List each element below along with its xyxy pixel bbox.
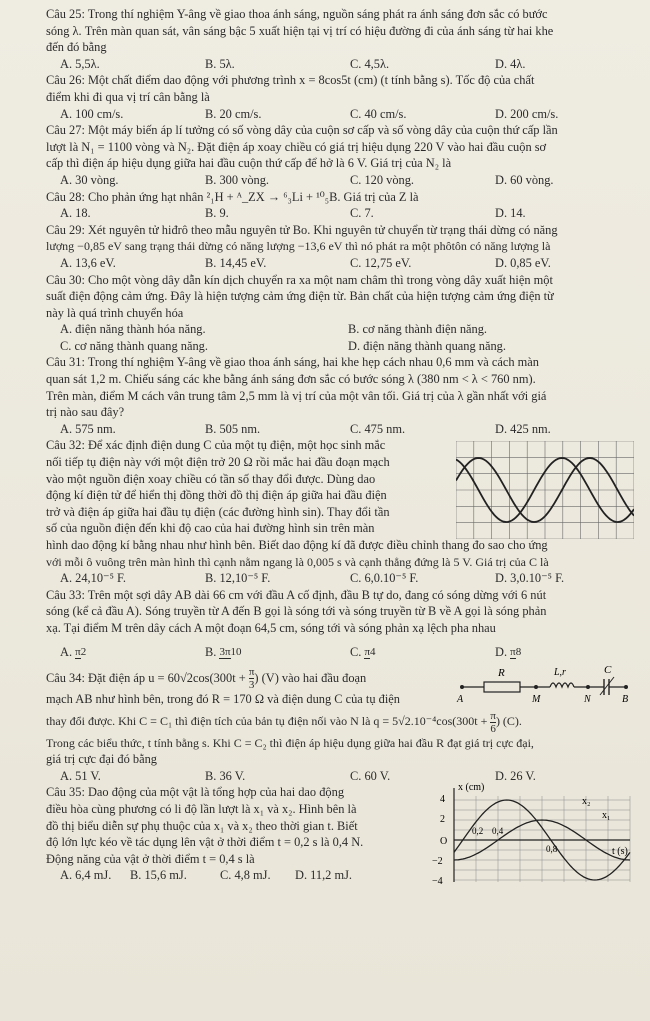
y-axis-label: x (cm) <box>458 782 485 794</box>
option-a[interactable]: A. 100 cm/s. <box>60 106 124 121</box>
question-text: Câu 30: Cho một vòng dây dẫn kín dịch chuyển ra xa một nam châm thì trong vòng dây xuất hiện một <box>46 272 553 287</box>
oscilloscope-grid <box>456 441 634 539</box>
y-tick-4: 4 <box>440 794 445 806</box>
answer-options <box>60 106 636 123</box>
option-d[interactable]: D. 14. <box>495 206 526 221</box>
label-m: M <box>532 693 541 705</box>
question-text: trở và điện áp giữa hai đầu tụ điện (các đường hình sin). Thay đổi tần <box>46 504 390 519</box>
answer-options <box>60 421 636 438</box>
question-text: trị nào sau đây? <box>46 405 125 420</box>
option-d[interactable]: D. 26 V. <box>495 768 536 783</box>
answer-options <box>60 56 636 73</box>
option-c[interactable]: C. 4,8 mJ. <box>220 868 271 883</box>
question-30 <box>46 272 636 355</box>
question-text: số của nguồn điện đến khi độ cao của hai đường hình sin trên màn <box>46 521 375 536</box>
option-d[interactable]: D. 60 vòng. <box>495 172 554 187</box>
label-a: A <box>457 693 464 705</box>
y-tick-2: 2 <box>440 814 445 826</box>
question-text: Câu 26: Một chất điểm dao động với phương trình x = 8cos5t (cm) (t tính bằng s). Tốc độ của chất <box>46 73 535 88</box>
question-35 <box>46 782 636 887</box>
option-b[interactable]: B. 300 vòng. <box>205 172 270 187</box>
question-text: Câu 28: Cho phản ứng hạt nhân ²₁H + ᴬ_ZX → ⁶₃Li + ¹⁰₅B. Giá trị của Z là <box>46 189 419 204</box>
option-c[interactable]: C. 12,75 eV. <box>350 255 412 270</box>
label-n: N <box>584 693 591 705</box>
option-c[interactable]: C. 60 V. <box>350 768 391 783</box>
option-b[interactable]: B. cơ năng thành điện năng. <box>348 322 488 337</box>
option-a[interactable]: A. 30 vòng. <box>60 172 119 187</box>
x-tick-0-8: 0,8 <box>546 844 558 855</box>
question-text: nối tiếp tụ điện này với một điện trở 20 Ω rồi mắc hai đầu đoạn mạch <box>46 455 390 470</box>
option-a[interactable]: A. điện năng thành hóa năng. <box>60 322 206 337</box>
label-lr: L,r <box>554 666 566 678</box>
y-tick-0: O <box>440 836 448 848</box>
option-d[interactable]: D. π8 <box>495 644 522 659</box>
question-text: cấp thì điện áp hiệu dụng giữa hai đầu cuộn thứ cấp để hở là 6 V. Giá trị của N₂ là <box>46 156 452 171</box>
question-text: Câu 35: Dao động của một vật là tổng hợp của hai dao động <box>46 785 345 800</box>
question-32 <box>46 437 636 586</box>
option-b[interactable]: B. 3π10 <box>205 644 242 659</box>
question-text: sóng (kể cả đầu A). Sóng truyền từ A đến B gọi là sóng tới và sóng truyền từ B về A gọi là sóng phản <box>46 604 547 619</box>
question-text: vào một nguồn điện xoay chiều có tần số thay đổi được. Dùng dao <box>46 471 376 486</box>
question-text: Câu 33: Trên một sợi dây AB dài 66 cm với đầu A cố định, đầu B tự do, đang có sóng dừng với 6 nút <box>46 587 547 602</box>
option-b[interactable]: B. 9. <box>205 206 229 221</box>
option-b[interactable]: B. 36 V. <box>205 768 246 783</box>
question-text: điều hòa cùng phương có li độ lần lượt là x₁ và x₂. Hình bên là <box>46 801 357 816</box>
option-a[interactable]: A. 51 V. <box>60 768 101 783</box>
question-29 <box>46 222 636 272</box>
option-a[interactable]: A. 18. <box>60 206 91 221</box>
question-text: sóng λ. Trên màn quan sát, vân sáng bậc 5 xuất hiện tại vị trí có hiệu đường đi của ánh sáng từ hai khe <box>46 23 554 38</box>
fraction: 3π10 <box>219 646 242 659</box>
option-d[interactable]: D. 200 cm/s. <box>495 106 559 121</box>
y-tick-minus-4: −4 <box>432 876 443 887</box>
question-text: đến đó bằng <box>46 40 107 55</box>
answer-options <box>60 172 636 189</box>
option-a[interactable]: A. 575 nm. <box>60 421 116 436</box>
question-text: Câu 27: Một máy biến áp lí tưởng có số vòng dây của cuộn sơ cấp và số vòng dây của cuộn thứ cấp lần <box>46 123 558 138</box>
question-34 <box>46 665 636 785</box>
option-d[interactable]: D. điện năng thành quang năng. <box>348 338 506 353</box>
option-c[interactable]: C. 4,5λ. <box>350 56 390 71</box>
option-b[interactable]: B. 5λ. <box>205 56 235 71</box>
option-c[interactable]: C. 7. <box>350 206 374 221</box>
fraction: π8 <box>510 646 522 659</box>
option-d[interactable]: D. 3,0.10⁻⁵ F. <box>495 571 565 586</box>
option-a[interactable]: A. 24,10⁻⁵ F. <box>60 571 126 586</box>
question-text: Câu 29: Xét nguyên tử hiđrô theo mẫu nguyên tử Bo. Khi nguyên tử chuyển từ trạng thái dừng có năng <box>46 222 558 237</box>
question-text: Câu 34: Đặt điện áp u = 60√2cos(300t + $\frac{\pi}{3}$ ) (V) vào hai đầu đoạn <box>46 666 367 692</box>
option-b[interactable]: B. 15,6 mJ. <box>130 868 187 883</box>
label-c: C <box>604 663 612 676</box>
option-b[interactable]: B. 20 cm/s. <box>205 106 262 121</box>
option-b[interactable]: B. 14,45 eV. <box>205 255 267 270</box>
answer-options <box>60 570 636 587</box>
question-31 <box>46 354 636 437</box>
circuit-diagram <box>454 661 634 705</box>
question-text: xạ. Tại điểm M trên dây cách A một đoạn 64,5 cm, sóng tới và sóng phản xạ lệch pha nhau <box>46 620 496 635</box>
question-text: hình dao động kí bằng nhau như hình bên. Biết dao động kí đã được điều chỉnh thang đo sao cho ứng <box>46 538 548 552</box>
option-d[interactable]: D. 425 nm. <box>495 421 551 436</box>
label-r: R <box>498 666 505 679</box>
question-text: với mỗi ô vuông trên màn hình thì cạnh nằm ngang là 0,005 s và cạnh thẳng đứng là 5 V. Giá trị của C là <box>46 554 549 569</box>
question-text: đồ thị biểu diễn sự phụ thuộc của x₁ và x₂ theo thời gian t. Biết <box>46 818 358 833</box>
option-a[interactable]: A. π2 <box>60 644 87 659</box>
question-text: Câu 31: Trong thí nghiệm Y-âng về giao thoa ánh sáng, hai khe hẹp cách nhau 0,6 mm và cách màn <box>46 355 539 370</box>
option-d[interactable]: D. 11,2 mJ. <box>295 868 353 883</box>
question-text: này là quá trình chuyển hóa <box>46 305 184 320</box>
question-text: lượng −0,85 eV sang trạng thái dừng có năng lượng −13,6 eV thì nó phát ra một phôtôn có năng lượng là <box>46 239 551 254</box>
option-c[interactable]: C. 40 cm/s. <box>350 106 407 121</box>
option-c[interactable]: C. cơ năng thành quang năng. <box>60 338 208 353</box>
question-text: Câu 32: Để xác định điện dung C của một tụ điện, một học sinh mắc <box>46 438 386 453</box>
option-a[interactable]: A. 5,5λ. <box>60 56 100 71</box>
question-text: Câu 25: Trong thí nghiệm Y-âng về giao thoa ánh sáng, nguồn sáng phát ra ánh sáng đơn sắc có bước <box>46 7 548 21</box>
option-a[interactable]: A. 6,4 mJ. <box>60 868 112 883</box>
question-text: điểm khi đi qua vị trí cân bằng là <box>46 89 210 104</box>
question-text: mạch AB như hình bên, trong đó R = 170 Ω và điện dung C của tụ điện <box>46 692 400 707</box>
answer-options <box>60 255 636 272</box>
question-text: suất điện động cảm ứng. Đây là hiện tượng cảm ứng điện từ. Bản chất của hiện tượng cảm ứng điện từ <box>46 289 554 304</box>
question-text: động kí điện tử để hiển thị đồng thời đồ thị điện áp giữa hai đầu điện <box>46 488 387 503</box>
x-tick-0-2: 0,2 <box>472 826 484 837</box>
question-text: quan sát 1,2 m. Chiếu sáng các khe bằng ánh sáng đơn sắc có bước sóng λ (380 nm < λ < 760 nm). <box>46 372 536 387</box>
graph-grid <box>454 796 630 882</box>
inductor-symbol <box>550 683 574 687</box>
option-c[interactable]: C. 120 vòng. <box>350 172 415 187</box>
fraction: $\frac{\pi}{3}$ <box>248 666 255 692</box>
option-d[interactable]: D. 0,85 eV. <box>495 255 551 270</box>
option-b[interactable]: B. 12,10⁻⁵ F. <box>205 571 271 586</box>
question-text: giá trị cực đại đó bằng <box>46 752 157 767</box>
question-26 <box>46 72 636 122</box>
oscilloscope-figure <box>456 441 634 539</box>
question-text: Trên màn, điểm M cách vân trung tâm 2,5 mm là vị trí của một vân tối. Giá trị của λ gần nhất với giá <box>46 388 547 403</box>
option-b[interactable]: B. 505 nm. <box>205 421 261 436</box>
question-25 <box>46 6 636 72</box>
answer-options <box>60 321 636 338</box>
option-c[interactable]: C. 6,0.10⁻⁵ F. <box>350 571 419 586</box>
fraction: $\frac{\pi}{6}$ <box>490 709 496 735</box>
question-text: thay đổi được. Khi C = C₁ thì điện tích của bản tụ điện nối vào N là q = 5√2.10⁻⁴cos(300t + $\frac{\pi}{6}$ ) (C). <box>46 709 522 735</box>
label-x1: x₁ <box>602 810 611 822</box>
answer-options <box>60 205 636 222</box>
option-d[interactable]: D. 4λ. <box>495 56 526 71</box>
x-axis-label: t (s) <box>612 846 628 858</box>
question-text: lượt là N₁ = 1100 vòng và N₂. Đặt điện áp xoay chiều có giá trị hiệu dụng 220 V vào hai đầu cuộn sơ <box>46 139 547 154</box>
x-tick-0-4: 0,4 <box>492 826 504 837</box>
label-x2: x₂ <box>582 796 591 808</box>
resistor-symbol <box>484 682 520 692</box>
fraction: π2 <box>75 646 87 659</box>
oscillation-graph <box>426 780 640 886</box>
option-c[interactable]: C. π4 <box>350 644 376 659</box>
label-b: B <box>622 693 629 705</box>
option-a[interactable]: A. 13,6 eV. <box>60 255 116 270</box>
question-text: Động năng của vật ở thời điểm t = 0,4 s là <box>46 851 255 866</box>
question-28 <box>46 189 636 222</box>
option-c[interactable]: C. 475 nm. <box>350 421 406 436</box>
answer-options <box>60 338 636 355</box>
question-33 <box>46 587 636 665</box>
fraction: π4 <box>364 646 376 659</box>
question-27 <box>46 122 636 188</box>
question-text: độ lớn lực kéo về tác dụng lên vật ở thời điểm t = 0,2 s là 0,4 N. <box>46 835 364 850</box>
y-tick-minus-2: −2 <box>432 856 443 868</box>
question-text: Trong các biểu thức, t tính bằng s. Khi C = C₂ thì điện áp hiệu dụng giữa hai đầu R đạt giá trị cực đại, <box>46 735 534 750</box>
